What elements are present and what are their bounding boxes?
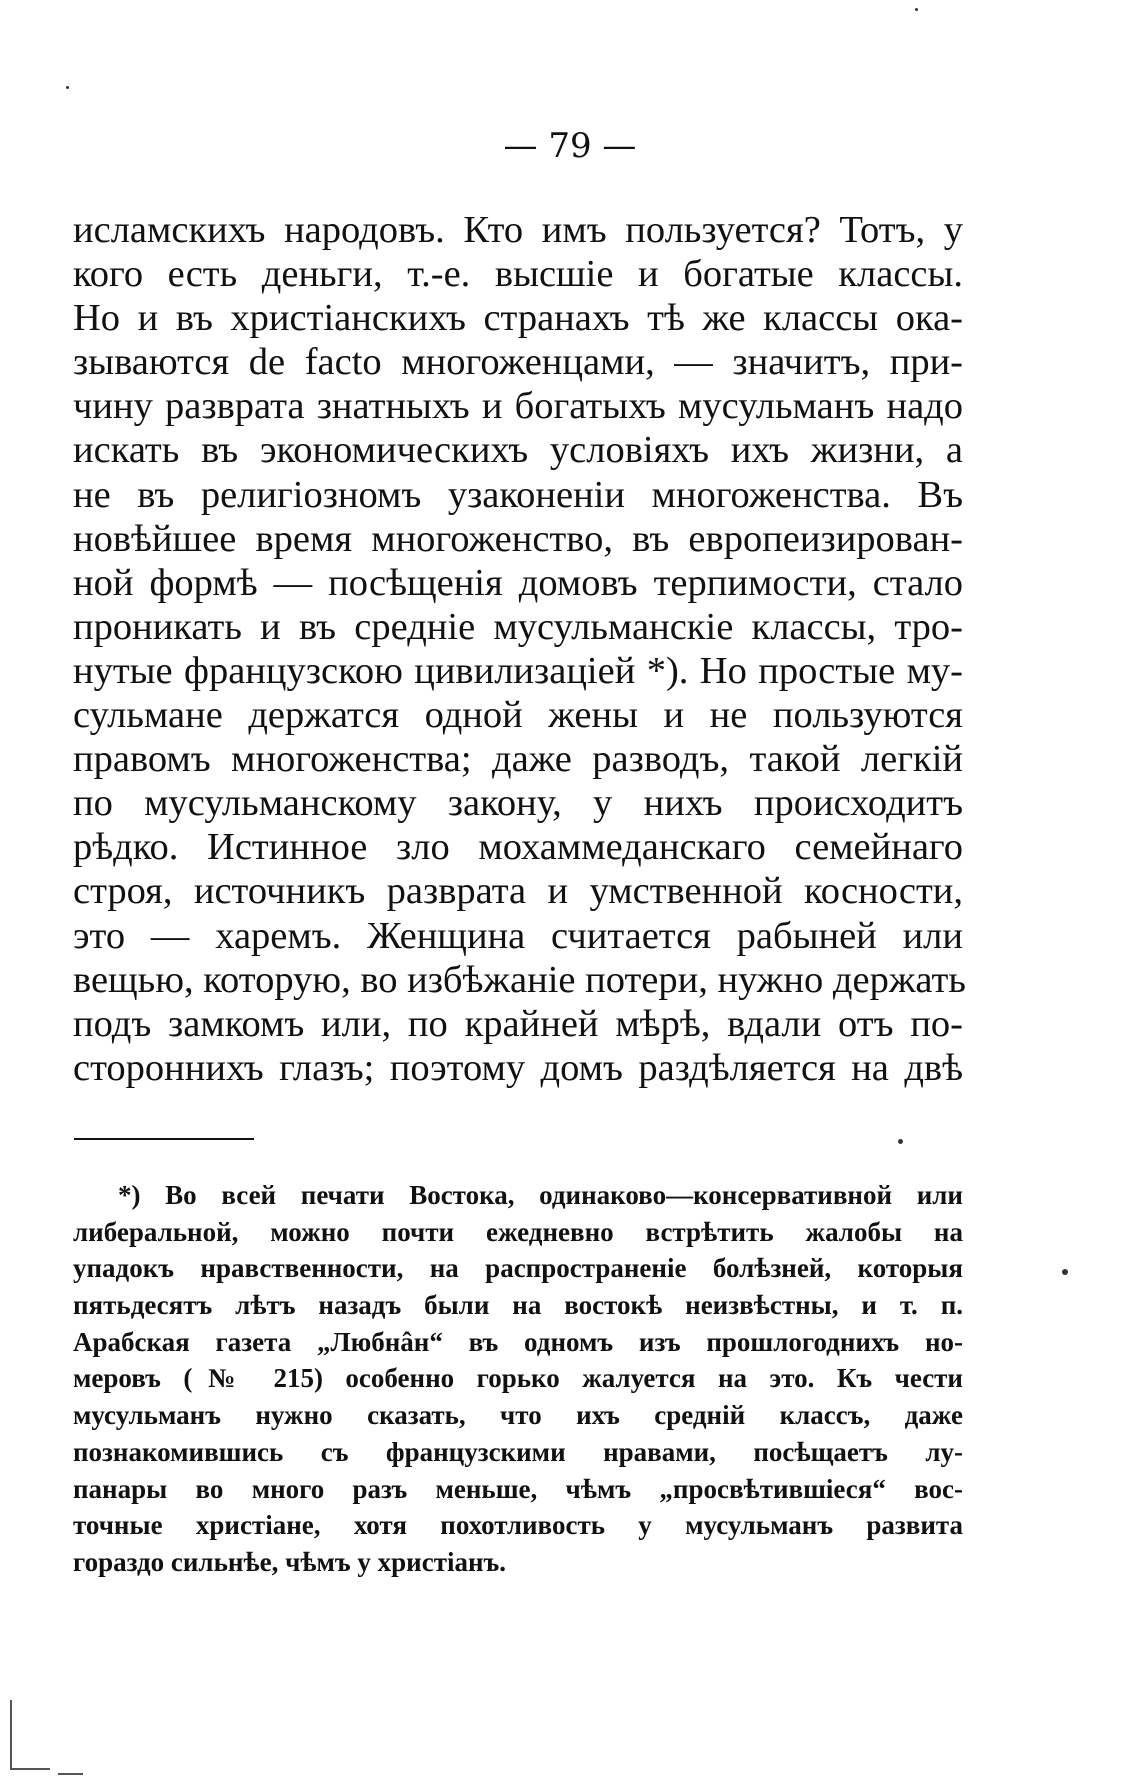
text-line: новѣйшее время многоженство, въ европеизирован- [73, 517, 963, 560]
footnote-line: пятьдесятъ лѣтъ назадъ были на востокѣ неизвѣстны, и т. п. [73, 1290, 963, 1321]
scan-speck [66, 86, 69, 89]
text-line: вещью, которую, во избѣжанiе потери, нужно держать [73, 958, 966, 1001]
text-line: искать въ экономическихъ условiяхъ ихъ жизни, а [73, 429, 963, 472]
footnote-divider [74, 1138, 254, 1140]
text-line: сульмане держатся одной жены и не пользуются [73, 694, 963, 737]
footnote-line: гораздо сильнѣе, чѣмъ у христiанъ. [73, 1546, 507, 1577]
text-line: Но и въ христiанскихъ странахъ тѣ же классы ока- [73, 297, 963, 340]
text-line: не въ религiозномъ узаконенiи многоженства. Въ [73, 473, 963, 516]
text-line: рѣдко. Истинное зло мохаммеданскаго семейнаго [73, 826, 963, 869]
text-line: правомъ многоженства; даже разводъ, такой легкiй [73, 738, 963, 781]
text-line: кого есть деньги, т.-е. высшiе и богатые классы. [73, 253, 963, 296]
text-line: ной формѣ — посѣщенiя домовъ терпимости, стало [73, 561, 963, 604]
footnote-line: Арабская газета „Любнâн“ въ одномъ изъ прошлогоднихъ но- [73, 1326, 963, 1357]
scan-edge-mark [10, 1768, 50, 1770]
text-line: это — харемъ. Женщина считается рабыней или [73, 914, 963, 957]
footnote-line: упадокъ нравственности, на распространенiе болѣзней, которыя [73, 1253, 963, 1284]
footnote-line: панары во много разъ меньше, чѣмъ „просвѣтившiеся“ вос- [73, 1473, 963, 1504]
footnote-line: *) Во всей печати Востока, одинаково—консервативной или [118, 1180, 963, 1210]
scan-edge-mark [10, 1700, 12, 1770]
footnote-line: точные христiане, хотя похотливость у мусульманъ развита [73, 1510, 963, 1541]
scan-edge-mark [58, 1773, 83, 1775]
footnote-line: мусульманъ нужно сказать, что ихъ среднiй классъ, даже [73, 1400, 963, 1431]
text-line: зываются de facto многоженцами, — значитъ, при- [73, 341, 963, 384]
text-line: подъ замкомъ или, по крайней мѣрѣ, вдали отъ по- [73, 1002, 963, 1045]
scan-speck [915, 8, 918, 11]
text-line: по мусульманскому закону, у нихъ происходитъ [73, 782, 963, 825]
scan-speck [898, 1139, 903, 1144]
text-line: строя, источникъ разврата и умственной косности, [73, 870, 963, 913]
footnote-line: либеральной, можно почти ежедневно встрѣтить жалобы на [73, 1216, 963, 1247]
text-line: проникать и въ среднiе мусульманскiе классы, тро- [73, 605, 963, 648]
text-line: исламскихъ народовъ. Кто имъ пользуется? Тотъ, у [73, 209, 963, 251]
scan-speck [1062, 1269, 1068, 1275]
footnote-block [73, 1177, 963, 1581]
text-line: нутые французскою цивилизацiей *). Но простые му- [73, 649, 963, 692]
page-number: — 79 — [503, 126, 637, 166]
main-text-block [73, 208, 966, 1090]
text-line: чину разврата знатныхъ и богатыхъ мусульманъ надо [73, 385, 963, 428]
footnote-line: познакомившись съ французскими нравами, посѣщаетъ лу- [73, 1436, 963, 1467]
text-line: стороннихъ глазъ; поэтому домъ раздѣляется на двѣ [73, 1046, 963, 1089]
footnote-line: меровъ (№ 215) особенно горько жалуется на это. Къ чести [73, 1363, 963, 1394]
